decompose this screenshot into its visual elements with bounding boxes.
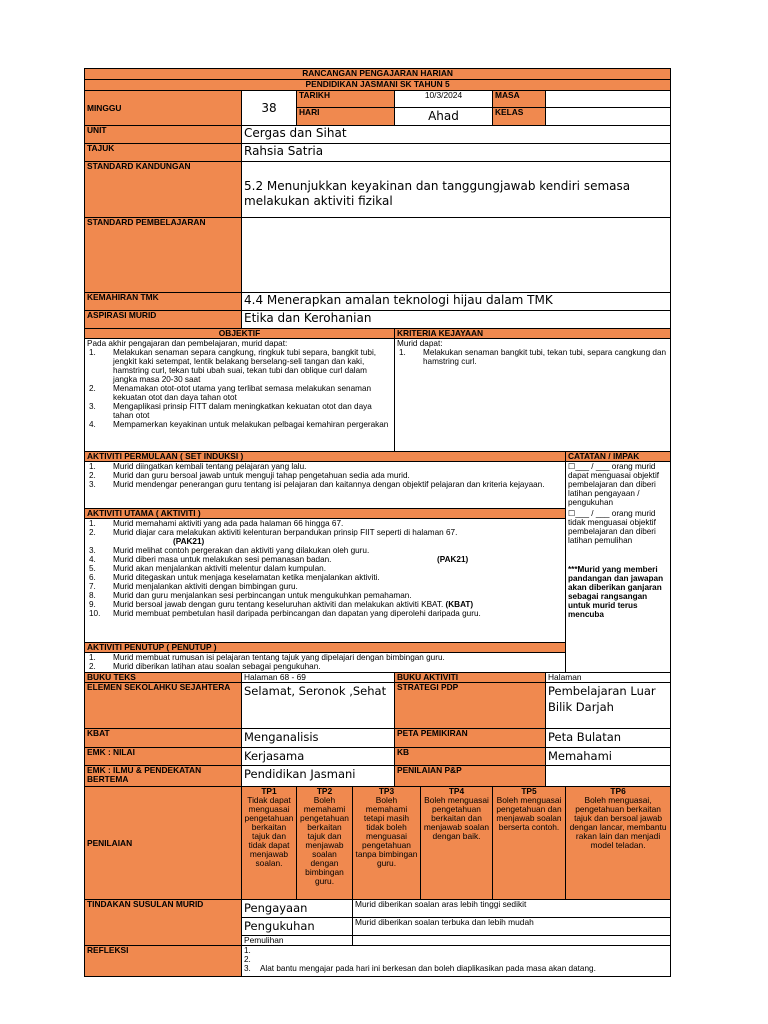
list-item: 5. Murid akan menjalankan aktiviti melentur dalam kumpulan. xyxy=(89,564,326,573)
standard-pembelajaran-label: STANDARD PEMBELAJARAN xyxy=(85,218,242,293)
aspirasi-murid-value[interactable]: Etika dan Kerohanian xyxy=(242,311,671,329)
penilaian-label: PENILAIAN xyxy=(85,787,242,900)
aktiviti-permulaan-header: AKTIVITI PERMULAAN ( SET INDUKSI ) xyxy=(85,452,566,462)
tajuk-value[interactable]: Rahsia Satria xyxy=(242,144,671,162)
hari-label: HARI xyxy=(297,108,395,126)
minggu-value[interactable]: 38 xyxy=(242,91,297,126)
kbat-label: KBAT xyxy=(85,729,242,748)
list-item: 1. Murid membuat rumusan isi pelajaran tentang tajuk yang dipelajari dengan bimbingan guru. xyxy=(89,653,445,662)
tp5-cell: TP5 Boleh menguasai pengetahuan dan menjawab soalan berserta contoh. xyxy=(493,787,566,900)
tp6-cell: TP6 Boleh menguasai, pengetahuan berkaitan tajuk dan bersoal jawab dengan lancar, membantu rakan lain dan menjadi model teladan. xyxy=(566,787,671,900)
objektif-list xyxy=(87,348,392,429)
list-item: 1. Melakukan senaman separa cangkung, ringkuk tubi separa, bangkit tubi, jengkit kaki setempat, lentik belakang berselang-seli tangan dan kaki, hamstring curl, tekan tubi ubah suai, tekan tubi dan oblique curl dalam jangka masa 20-30 saat xyxy=(89,348,377,384)
hari-value[interactable]: Ahad xyxy=(395,108,493,126)
list-item: 3. Alat bantu mengajar pada hari ini berkesan dan boleh diaplikasikan pada masa akan datang. xyxy=(244,964,596,973)
tajuk-label: TAJUK xyxy=(85,144,242,162)
catatan-text-2[interactable]: ☐___ / ___ orang murid tidak menguasai objektif pembelajaran dan diberi latihan pemulihan xyxy=(568,509,656,545)
kriteria-content xyxy=(395,339,671,452)
objektif-content xyxy=(85,339,395,452)
kemahiran-tmk-value[interactable]: 4.4 Menerapkan amalan teknologi hijau dalam TMK xyxy=(242,293,671,311)
pak21-tag: (PAK21) xyxy=(173,537,205,546)
unit-label: UNIT xyxy=(85,126,242,144)
lesson-plan-sheet xyxy=(84,68,670,977)
kemahiran-tmk-label: KEMAHIRAN TMK xyxy=(85,293,242,311)
penilaian-pp-value[interactable] xyxy=(546,766,671,787)
strategi-pdp-label: STRATEGI PDP xyxy=(395,683,546,729)
masa-value[interactable] xyxy=(546,91,671,108)
kbat-value[interactable]: Menganalisis xyxy=(242,729,395,748)
list-item: 3. Murid mendengar penerangan guru tentang isi pelajaran dan kaitannya dengan objektif pelajaran dan kriteria kejayaan. xyxy=(89,480,545,489)
masa-label: MASA xyxy=(493,91,546,108)
refleksi-label: REFLEKSI xyxy=(85,946,242,977)
tindakan-susulan-label: TINDAKAN SUSULAN MURID xyxy=(85,900,242,946)
list-item: 2. Murid diberikan latihan atau soalan sebagai pengukuhan. xyxy=(89,662,321,671)
refleksi-content[interactable] xyxy=(242,946,671,977)
list-item: 2. xyxy=(244,955,251,964)
kelas-value[interactable] xyxy=(546,108,671,126)
kelas-label: KELAS xyxy=(493,108,546,126)
aspirasi-murid-label: ASPIRASI MURID xyxy=(85,311,242,329)
emk-nilai-label: EMK : NILAI xyxy=(85,748,242,766)
pengukuhan-note[interactable]: Murid diberikan soalan terbuka dan lebih mudah xyxy=(353,918,671,936)
list-item: 7. Murid menjalankan aktiviti dengan bimbingan guru. xyxy=(89,582,298,591)
list-item: 4. Murid diberi masa untuk melakukan sesi pemanasan badan. (PAK21) xyxy=(89,555,469,564)
pengayaan-note[interactable]: Murid diberikan soalan aras lebih tinggi sedikit xyxy=(353,900,671,918)
tarikh-value[interactable]: 10/3/2024 xyxy=(395,91,493,108)
emk-nilai-value[interactable]: Kerjasama xyxy=(242,748,395,766)
aktiviti-permulaan-content xyxy=(85,462,566,509)
list-item: 6. Murid ditegaskan untuk menjaga keselamatan ketika menjalankan aktiviti. xyxy=(89,573,380,582)
penilaian-pp-label: PENILAIAN P&P xyxy=(395,766,546,787)
kbat-tag: (KBAT) xyxy=(445,600,474,609)
buku-aktiviti-value[interactable]: Halaman xyxy=(546,673,671,683)
list-item: 2. Murid diajar cara melakukan aktiviti kelenturan berpandukan prinsip FIIT seperti di halaman 67. (PAK21) xyxy=(87,528,563,546)
pak21-tag-2: (PAK21) xyxy=(437,555,469,564)
standard-kandungan-label: STANDARD KANDUNGAN xyxy=(85,162,242,218)
kb-value[interactable]: Memahami xyxy=(546,748,671,766)
aktiviti-utama-header: AKTIVITI UTAMA ( AKTIVITI ) xyxy=(85,509,566,519)
tp2-cell: TP2 Boleh memahami pengetahuan berkaitan tajuk dan menjawab soalan dengan bimbingan guru. xyxy=(297,787,353,900)
refleksi-list xyxy=(244,946,668,973)
aktiviti-utama-content xyxy=(85,519,566,643)
page-subtitle: PENDIDIKAN JASMANI SK TAHUN 5 xyxy=(85,80,671,91)
catatan-content xyxy=(566,462,671,673)
unit-value[interactable]: Cergas dan Sihat xyxy=(242,126,671,144)
objektif-header: OBJEKTIF xyxy=(85,329,395,339)
utama-list xyxy=(87,519,563,618)
list-item: 4. Mempamerkan keyakinan untuk melakukan pelbagai kemahiran pergerakan xyxy=(89,420,389,429)
permulaan-list xyxy=(87,462,563,489)
aktiviti-penutup-header: AKTIVITI PENUTUP ( PENUTUP ) xyxy=(85,643,566,653)
lesson-plan-table xyxy=(84,68,671,977)
list-item: 9. Murid bersoal jawab dengan guru tentang keseluruhan aktiviti dan melakukan aktiviti KBAT. (KBAT) xyxy=(89,600,474,609)
list-item: 1. Murid diingatkan kembali tentang pelajaran yang lalu. xyxy=(89,462,307,471)
standard-pembelajaran-value[interactable] xyxy=(242,218,671,293)
buku-teks-value[interactable]: Halaman 68 - 69 xyxy=(242,673,395,683)
pemulihan-note[interactable] xyxy=(353,936,671,946)
emk-ilmu-value[interactable]: Pendidikan Jasmani xyxy=(242,766,395,787)
list-item: 2. Menamakan otot-otot utama yang terlibat semasa melakukan senaman kekuatan otot dan daya tahan otot xyxy=(89,384,372,402)
catatan-header: CATATAN / IMPAK xyxy=(566,452,671,462)
peta-pemikiran-value[interactable]: Peta Bulatan xyxy=(546,729,671,748)
tp1-cell: TP1 Tidak dapat menguasai pengetahuan berkaitan tajuk dan tidak dapat menjawab soalan. xyxy=(242,787,297,900)
peta-pemikiran-label: PETA PEMIKIRAN xyxy=(395,729,546,748)
list-item: 1. xyxy=(244,946,251,955)
kriteria-list xyxy=(397,348,668,366)
aktiviti-penutup-content xyxy=(85,653,566,673)
pengayaan-value[interactable]: Pengayaan xyxy=(242,900,353,918)
list-item: 1. Murid memahami aktiviti yang ada pada halaman 66 hingga 67. xyxy=(89,519,344,528)
list-item: 3. Mengaplikasi prinsip FITT dalam meningkatkan kekuatan otot dan daya tahan otot xyxy=(89,402,372,420)
strategi-pdp-value[interactable]: Pembelajaran Luar Bilik Darjah xyxy=(546,683,671,729)
objektif-intro: Pada akhir pengajaran dan pembelajaran, murid dapat: xyxy=(87,339,288,348)
tarikh-label: TARIKH xyxy=(297,91,395,108)
kriteria-header: KRITERIA KEJAYAAN xyxy=(395,329,671,339)
list-item: 2. Murid dan guru bersoal jawab untuk menguji tahap pengetahuan sedia ada murid. xyxy=(89,471,410,480)
elemen-sekolahku-label: ELEMEN SEKOLAHKU SEJAHTERA xyxy=(85,683,242,729)
catatan-note: ***Murid yang memberi pandangan dan jawapan akan diberikan ganjaran sebagai rangsangan untuk murid terus mencuba xyxy=(568,565,664,619)
minggu-label: MINGGU xyxy=(85,91,242,126)
emk-ilmu-label: EMK : ILMU & PENDEKATAN BERTEMA xyxy=(85,766,242,787)
list-item: 3. Murid melihat contoh pergerakan dan aktiviti yang dilakukan oleh guru. xyxy=(89,546,370,555)
list-item: 8. Murid dan guru menjalankan sesi perbincangan untuk mengukuhkan pemahaman. xyxy=(89,591,412,600)
buku-aktiviti-label: BUKU AKTIVITI xyxy=(395,673,546,683)
elemen-sekolahku-value[interactable]: Selamat, Seronok ,Sehat xyxy=(242,683,395,729)
list-item: 1. Melakukan senaman bangkit tubi, tekan tubi, separa cangkung dan hamstring curl. xyxy=(399,348,667,366)
pemulihan-value[interactable]: Pemulihan xyxy=(242,936,353,946)
tp3-cell: TP3 Boleh memahami tetapi masih tidak boleh menguasai pengetahuan tanpa bimbingan guru. xyxy=(353,787,421,900)
tp4-cell: TP4 Boleh menguasai pengetahuan berkaitan dan menjawab soalan dengan baik. xyxy=(421,787,493,900)
kb-label: KB xyxy=(395,748,546,766)
page-title: RANCANGAN PENGAJARAN HARIAN xyxy=(85,69,671,80)
kriteria-intro: Murid dapat: xyxy=(397,339,443,348)
list-item: 10. Murid membuat pembetulan hasil daripada perbincangan dan dapatan yang diperolehi daripada guru. xyxy=(89,609,481,618)
catatan-text-1[interactable]: ☐___ / ___ orang murid dapat menguasai objektif pembelajaran dan diberi latihan pengayaan / pengukuhan xyxy=(568,462,660,507)
penutup-list xyxy=(87,653,563,671)
standard-kandungan-value[interactable]: 5.2 Menunjukkan keyakinan dan tanggungjawab kendiri semasa melakukan aktiviti fizikal xyxy=(242,162,671,218)
pengukuhan-value[interactable]: Pengukuhan xyxy=(242,918,353,936)
buku-teks-label: BUKU TEKS xyxy=(85,673,242,683)
